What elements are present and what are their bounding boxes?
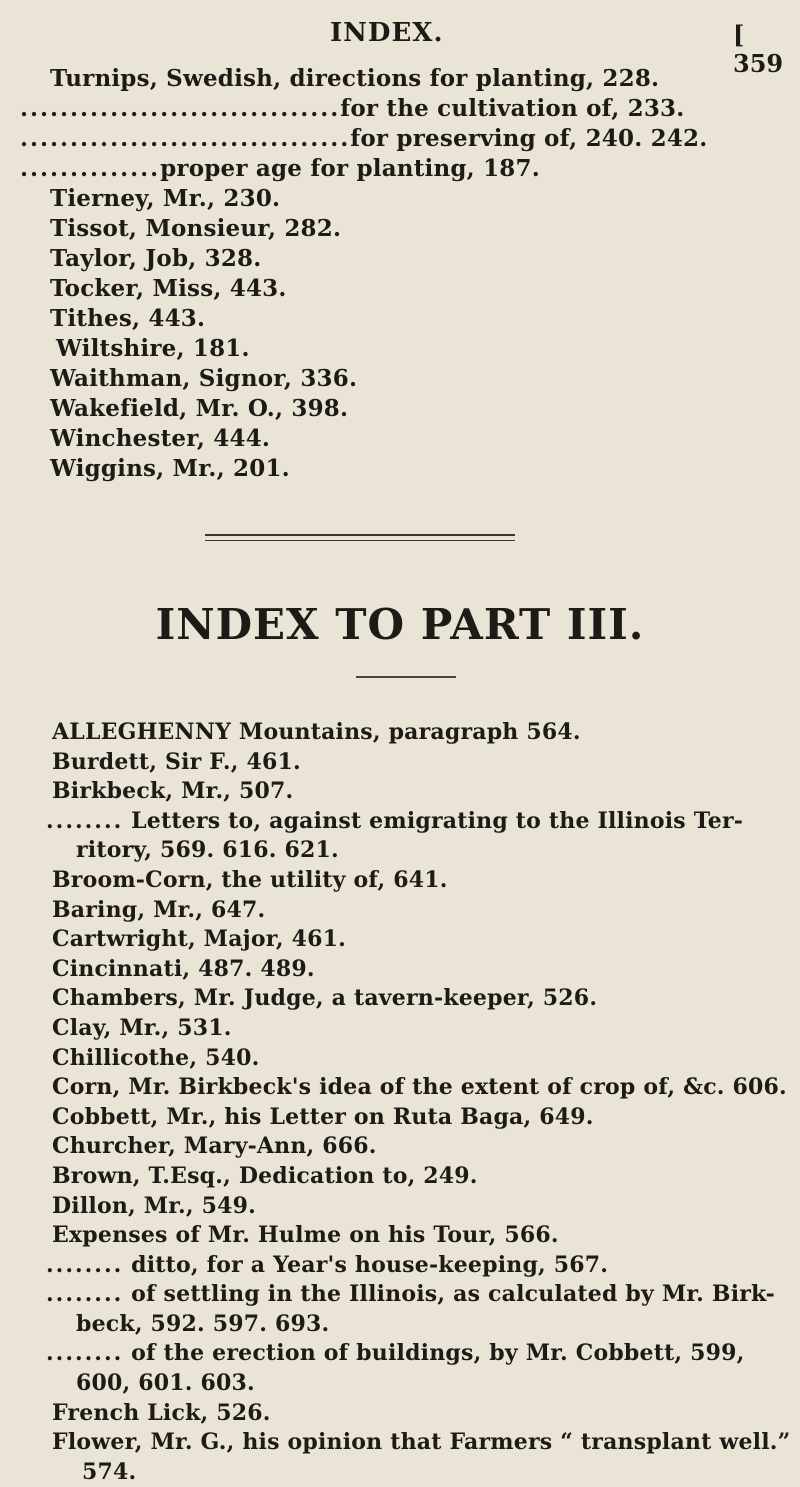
index-subentry: ........ ditto, for a Year's house-keeping, 567.	[46, 1251, 609, 1278]
index-subentry: ................................for the cultivation of, 233.	[20, 95, 685, 122]
section-title: INDEX TO PART III.	[155, 600, 645, 649]
index-entry: Brown, T.Esq., Dedication to, 249.	[52, 1162, 478, 1189]
index-subentry: ........ of the erection of buildings, by Mr. Cobbett, 599, 600, 601. 603.	[46, 1340, 745, 1397]
index-entry: Cincinnati, 487. 489.	[52, 955, 315, 982]
index-entry: Cartwright, Major, 461.	[52, 926, 346, 953]
index-entry: Churcher, Mary-Ann, 666.	[52, 1133, 377, 1160]
index-subentry: ........ of settling in the Illinois, as calculated by Mr. Birk- beck, 592. 597. 693.	[46, 1281, 775, 1337]
index-entry: French Lick, 526.	[52, 1399, 271, 1426]
index-entry: Taylor, Job, 328.	[50, 245, 262, 272]
index-entry: Wiggins, Mr., 201.	[50, 455, 290, 482]
index-entry: Turnips, Swedish, directions for planting, 228.	[50, 65, 660, 92]
index-entry: Tocker, Miss, 443.	[50, 275, 287, 302]
index-entry: Flower, Mr. G., his opinion that Farmers “ transplant well.” 574.	[52, 1429, 791, 1485]
index-entry: Waithman, Signor, 336.	[50, 365, 358, 392]
index-entry: Cobbett, Mr., his Letter on Ruta Baga, 649.	[52, 1103, 594, 1130]
index-entry: Corn, Mr. Birkbeck's idea of the extent of crop of, &c. 606.	[52, 1074, 787, 1101]
index-subentry: ..............proper age for planting, 187.	[20, 155, 540, 182]
index-entry: Wiltshire, 181.	[56, 335, 250, 362]
title-rule	[356, 676, 456, 678]
index-entries-part-two	[20, 64, 800, 484]
index-entry: Dillon, Mr., 549.	[52, 1192, 257, 1219]
index-entry: Broom-Corn, the utility of, 641.	[52, 866, 448, 893]
index-subentry: .................................for preserving of, 240. 242.	[20, 125, 708, 152]
index-entry: Tierney, Mr., 230.	[50, 185, 281, 212]
index-entry: Tissot, Monsieur, 282.	[50, 215, 342, 242]
index-entry: Winchester, 444.	[50, 425, 271, 452]
index-entry: Wakefield, Mr. O., 398.	[50, 395, 349, 422]
index-entry: Baring, Mr., 647.	[52, 896, 266, 923]
index-entry: Clay, Mr., 531.	[52, 1014, 232, 1041]
index-entry: ALLEGHENNY Mountains, paragraph 564.	[52, 719, 581, 745]
index-entries-part-three	[46, 718, 800, 1487]
index-subentry: ........ Letters to, against emigrating to the Illinois Ter- ritory, 569. 616. 621.	[46, 807, 744, 864]
index-entry: Tithes, 443.	[50, 305, 206, 332]
section-divider	[205, 540, 515, 541]
index-entry: Chillicothe, 540.	[52, 1044, 260, 1071]
running-head	[0, 18, 800, 78]
running-title: INDEX.	[330, 18, 444, 48]
section-divider	[205, 534, 515, 536]
index-entry: Burdett, Sir F., 461.	[52, 748, 301, 775]
index-entry: Expenses of Mr. Hulme on his Tour, 566.	[52, 1222, 559, 1249]
index-entry: Chambers, Mr. Judge, a tavern-keeper, 526.	[52, 985, 598, 1012]
index-entry: Birkbeck, Mr., 507.	[52, 778, 294, 805]
page-number: [ 359	[733, 20, 784, 78]
